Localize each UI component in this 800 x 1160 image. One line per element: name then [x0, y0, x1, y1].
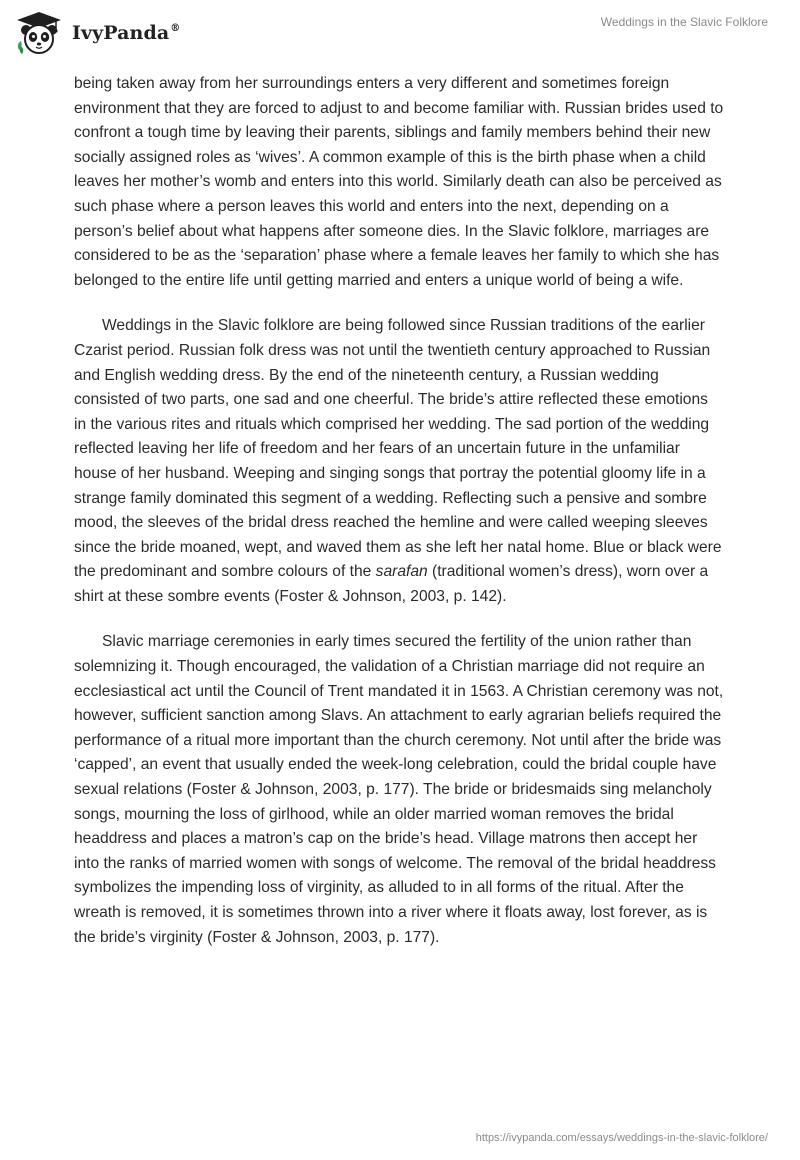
- sarafan-term: sarafan: [375, 563, 428, 581]
- page-header: [0, 0, 800, 70]
- paragraph-1: being taken away from her surroundings enters a very different and sometimes foreign environment that they are forced to adjust to and become familiar with. Russian brides used to confront a tough time by leaving their parents, siblings and family members behind their new socially assigned roles as ‘wives’. A common example of this is the birth phase when a child leaves her mother’s womb and enters into this world. Similarly death can also be perceived as such phase where a person leaves this world and enters into the next, depending on a person’s belief about what happens after someone dies. In the Slavic folklore, marriages are considered to be as the ‘separation’ phase where a female leaves her family to which she has belonged to the entire life until getting married and enters a unique world of being a wife.: [74, 75, 724, 289]
- brand-logo[interactable]: [14, 10, 180, 56]
- paragraph-2: [74, 314, 724, 609]
- essay-body: [74, 72, 724, 971]
- document-title: Weddings in the Slavic Folklore: [600, 15, 768, 29]
- paragraph-2-text-start: Weddings in the Slavic folklore are being followed since Russian traditions of the earlier Czarist period. Russian folk dress was not until the twentieth century approached to Russian and English wedding dress. By the end of the nineteenth century, a Russian wedding consisted of two parts, one sad and one cheerful. The bride’s attire reflected these emotions in the various rites and rituals which comprised her wedding. The sad portion of the wedding reflected leaving her life of freedom and her fears of an uncertain future in the unfamiliar house of her husband. Weeping and singing songs that portray the potential gloomy life in a strange family dominated this segment of a wedding. Reflecting such a pensive and sombre mood, the sleeves of the bridal dress reached the hemline and were called weeping sleeves since the bride moaned, wept, and waved them as she left her natal home. Blue or black were the predominant and sombre colours of the: [74, 317, 722, 581]
- registered-mark: ®: [170, 23, 181, 35]
- panda-graduate-icon: [14, 10, 64, 56]
- source-url[interactable]: https://ivypanda.com/essays/weddings-in-the-slavic-folklore/: [475, 1132, 768, 1144]
- paragraph-3: Slavic marriage ceremonies in early times secured the fertility of the union rather than solemnizing it. Though encouraged, the validation of a Christian marriage did not require an ecclesiastical act until the Council of Trent mandated it in 1563. A Christian ceremony was not, however, sufficient sanction among Slavs. An attachment to early agrarian beliefs required the performance of a ritual more important than the church ceremony. Not until after the bride was ‘capped’, an event that usually ended the week-long celebration, could the bridal couple have sexual relations (Foster & Johnson, 2003, p. 177). The bride or bridesmaids sing melancholy songs, mourning the loss of girlhood, while an older married woman removes the bridal headdress and places a matron’s cap on the bride’s head. Village matrons then accept her into the ranks of married women with songs of welcome. The removal of the bridal headdress symbolizes the impending loss of virginity, as alluded to in all forms of the ritual. After the wreath is removed, it is sometimes thrown into a river where it floats away, lost forever, as is the bride’s virginity (Foster & Johnson, 2003, p. 177).: [74, 633, 724, 946]
- paragraph-2-text-end: (traditional women’s dress), worn over a shirt at these sombre events (Foster & Johnson, 2003, p. 142).: [74, 563, 709, 605]
- brand-name: IvyPanda®: [72, 21, 181, 44]
